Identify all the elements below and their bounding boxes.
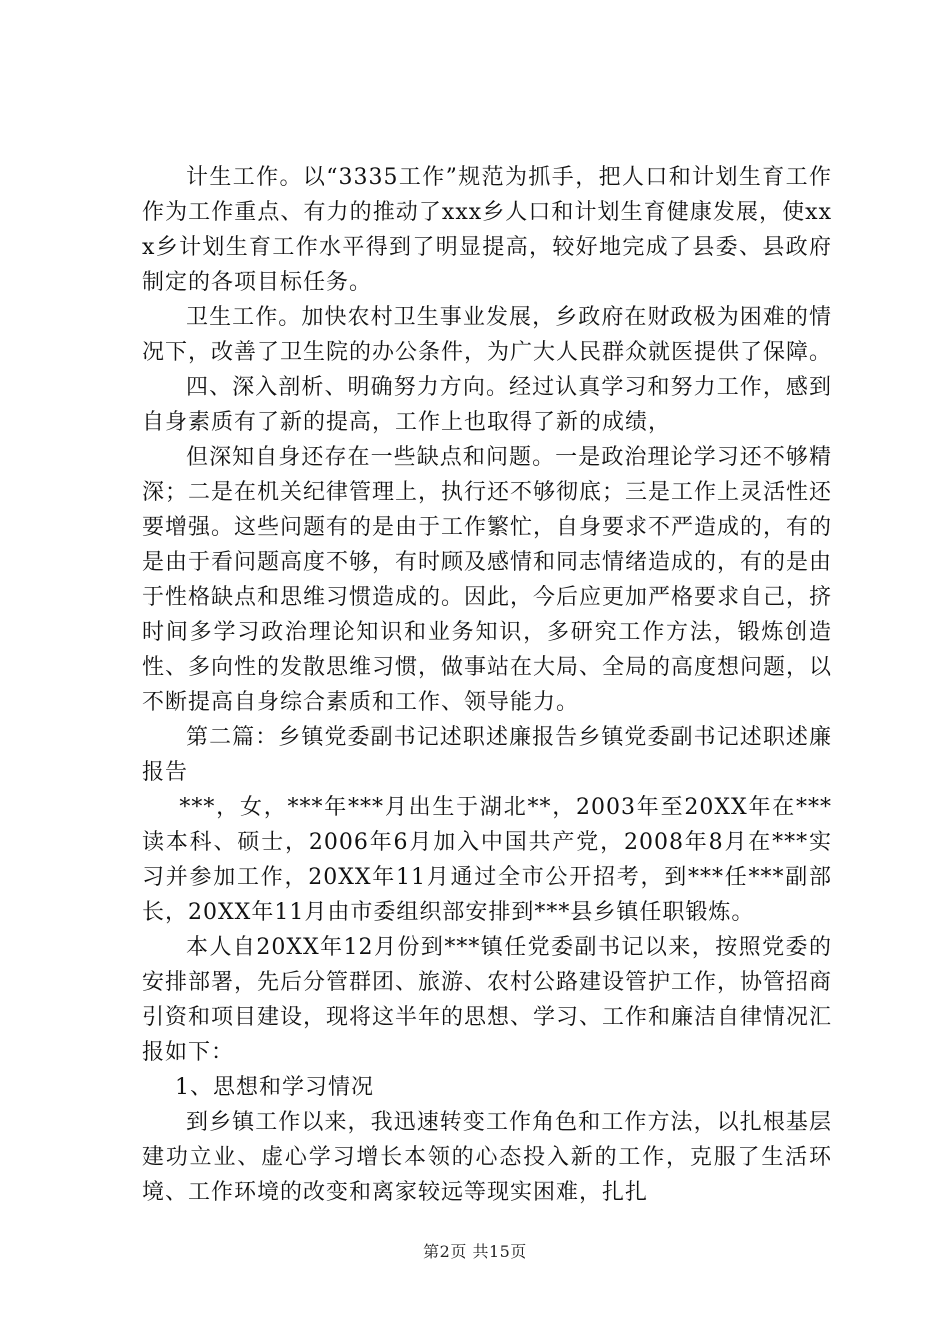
section-title-part-two: 第二篇：乡镇党委副书记述职述廉报告乡镇党委副书记述职述廉报告 — [142, 725, 832, 785]
paragraph-shortcomings: 但深知自身还存在一些缺点和问题。一是政治理论学习还不够精深；二是在机关纪律管理上，执行还不够彻底；三是工作上灵活性还要增强。这些问题有的是由于工作繁忙，自身要求不严造成的，有的是由于看问题高度不够，有时顾及感情和同志情绪造成的，有的是由于性格缺点和思维习惯造成的。因此，今后应更加严格要求自己，挤时间多学习政治理论知识和业务知识，多研究工作方法，锻炼创造性、多向性的发散思维习惯，做事站在大局、全局的高度想问题，以不断提高自身综合素质和工作、领导能力。 — [142, 445, 833, 715]
paragraph-thought-and-study: 到乡镇工作以来，我迅速转变工作角色和工作方法，以扎根基层建功立业、虚心学习增长本领的心态投入新的工作，克服了生活环境、工作环境的改变和离家较远等现实困难，扎扎 — [142, 1110, 832, 1205]
paragraph-family-planning: 计生工作。以“3335工作”规范为抓手，把人口和计划生育工作作为工作重点、有力的推动了xxx乡人口和计划生育健康发展，使xxx乡计划生育工作水平得到了明显提高，较好地完成了县委、县政府制定的各项目标任务。 — [142, 165, 832, 295]
paragraph-biography: ***，女，***年***月出生于湖北**，2003年至20XX年在***读本科、硕士，2006年6月加入中国共产党，2008年8月在***实习并参加工作，20XX年11月通过全市公开招考，到***任***副部长，20XX年11月由市委组织部安排到***县乡镇任职锻炼。 — [142, 795, 832, 925]
paragraph-health-work: 卫生工作。加快农村卫生事业发展，乡政府在财政极为困难的情况下，改善了卫生院的办公条件，为广大人民群众就医提供了保障。 — [142, 305, 833, 365]
paragraph-introduction: 本人自20XX年12月份到***镇任党委副书记以来，按照党委的安排部署，先后分管群团、旅游、农村公路建设管护工作，协管招商引资和项目建设，现将这半年的思想、学习、工作和廉洁自律情况汇报如下： — [142, 935, 833, 1065]
paragraph-self-analysis: 四、深入剖析、明确努力方向。经过认真学习和努力工作，感到自身素质有了新的提高，工作上也取得了新的成绩， — [142, 375, 832, 435]
page-number-footer: 第2页 共15页 — [423, 1242, 527, 1261]
document-body — [142, 160, 832, 1210]
subheading-thought-and-study: 1、思想和学习情况 — [175, 1075, 374, 1100]
